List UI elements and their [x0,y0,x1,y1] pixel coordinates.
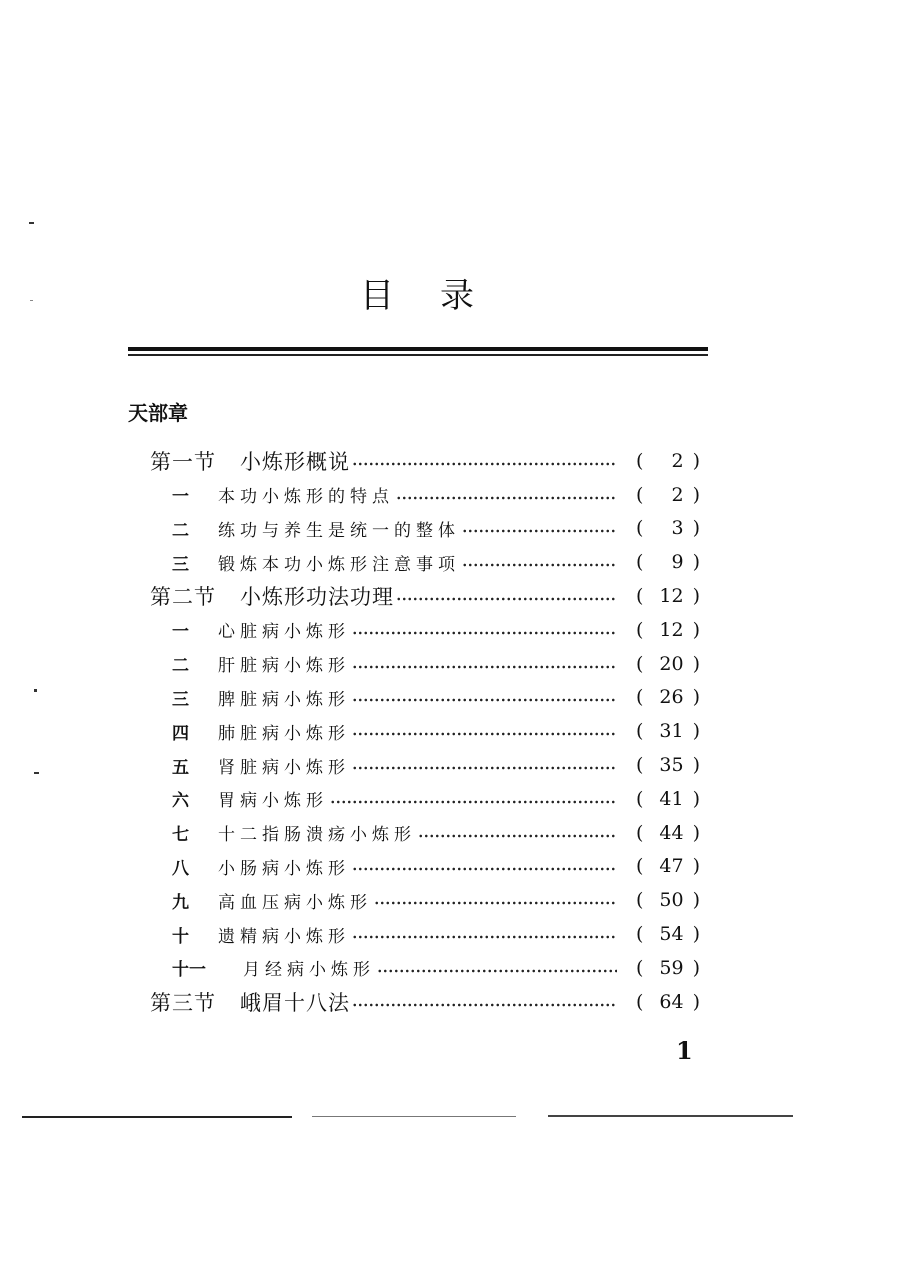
item-title: 练功与养生是统一的整体 [218,520,460,541]
item-number: 三 [172,689,189,710]
page-reference [632,551,700,573]
page-reference [632,923,700,945]
section-title: 小炼形概说 [240,449,350,474]
item-number: 一 [172,622,189,643]
section-label: 第二节 [150,585,216,610]
item-number: 八 [172,858,189,879]
item-number: 三 [172,554,189,575]
item-number: 二 [172,656,189,677]
page-reference [632,788,700,810]
toc-item-row [150,512,700,546]
item-title: 胃病小炼形 [218,791,328,812]
dot-leader [352,462,617,466]
page-ref-number: ( 9 [671,551,684,574]
page-ref-number: ( 35 [659,754,684,777]
part-heading: 天部章 [128,401,188,425]
toc-item-row [150,681,700,715]
item-title: 肾脏病小炼形 [218,757,350,778]
page-reference [632,484,700,506]
section-label: 第三节 [150,990,216,1015]
item-title: 脾脏病小炼形 [218,689,350,710]
dot-leader [352,665,617,669]
page-reference [632,957,700,979]
toc-item-row [150,917,700,951]
bottom-rule-segment [312,1116,516,1117]
page-ref-number: ( 47 [659,855,684,878]
dot-leader [374,901,617,905]
toc-item-row [150,850,700,884]
toc-item-row [150,883,700,917]
page-reference [632,619,700,641]
page-ref-number: ( 59 [659,956,684,979]
item-title: 锻炼本功小炼形注意事项 [218,554,460,575]
toc-item-row [150,478,700,512]
page-ref-number: ( 31 [659,720,684,743]
dot-leader [352,631,617,635]
toc-item-row [150,545,700,579]
item-title: 十二指肠溃疡小炼形 [218,825,416,846]
page-reference [632,991,700,1013]
dot-leader [396,597,617,601]
dot-leader [462,529,617,533]
page-reference [632,889,700,911]
page-ref-number: ( 2 [671,483,684,506]
dot-leader [377,969,617,973]
page-reference [632,720,700,742]
item-number: 四 [172,723,189,744]
page-reference [632,450,700,472]
item-title: 本功小炼形的特点 [218,487,394,508]
dot-leader [352,935,617,939]
scan-speck [34,772,39,774]
page-reference [632,517,700,539]
dot-leader [462,563,617,567]
title-rule-thick [128,347,708,351]
page-ref-number: ( 54 [659,923,684,946]
toc-section-row [150,579,700,613]
item-number: 五 [172,757,189,778]
page-title: 目录 [360,276,520,316]
item-title: 高血压病小炼形 [218,892,372,913]
item-number: 六 [172,791,189,812]
dot-leader [352,1003,617,1007]
dot-leader [352,766,617,770]
toc-item-row [150,748,700,782]
dot-leader [418,834,617,838]
toc-section-row [150,985,700,1019]
toc-item-row [150,782,700,816]
scan-speck [30,300,33,301]
dot-leader [396,496,617,500]
item-title: 肝脏病小炼形 [218,656,350,677]
item-number: 十一 [172,960,206,981]
section-label: 第一节 [150,449,216,474]
page-ref-number: ( 26 [659,686,684,709]
page-reference [632,585,700,607]
toc-section-row [150,444,700,478]
page-ref-number: ( 50 [659,889,684,912]
toc-item-row [150,816,700,850]
item-title: 肺脏病小炼形 [218,723,350,744]
page-ref-number: ( 2 [671,449,684,472]
scan-speck [34,689,37,692]
section-title: 小炼形功法功理 [240,585,394,610]
dot-leader [352,732,617,736]
page-reference [632,855,700,877]
item-title: 月经病小炼形 [243,960,375,981]
page-reference [632,653,700,675]
table-of-contents [150,444,700,1019]
bottom-rule-segment [22,1116,292,1118]
page-ref-number: ( 12 [659,618,684,641]
page-reference [632,754,700,776]
page-ref-number: ( 12 [659,585,684,608]
page-reference [632,822,700,844]
page-number: 1 [676,1036,693,1065]
item-title: 遗精病小炼形 [218,926,350,947]
page-reference [632,686,700,708]
toc-item-row [150,647,700,681]
scan-speck [29,222,34,224]
page-ref-number: ( 44 [659,821,684,844]
dot-leader [352,867,617,871]
item-title: 小肠病小炼形 [218,858,350,879]
item-number: 二 [172,520,189,541]
item-number: 一 [172,487,189,508]
dot-leader [352,698,617,702]
toc-item-row [150,951,700,985]
item-number: 七 [172,825,189,846]
item-number: 十 [172,926,189,947]
dot-leader [330,800,617,804]
toc-item-row [150,714,700,748]
page-ref-number: ( 20 [659,652,684,675]
section-title: 峨眉十八法 [240,990,350,1015]
item-number: 九 [172,892,189,913]
title-rule-thin [128,354,708,356]
page-ref-number: ( 41 [659,787,684,810]
toc-item-row [150,613,700,647]
bottom-rule-segment [548,1115,793,1117]
item-title: 心脏病小炼形 [218,622,350,643]
page-ref-number: ( 64 [659,990,684,1013]
page-ref-number: ( 3 [671,517,684,540]
